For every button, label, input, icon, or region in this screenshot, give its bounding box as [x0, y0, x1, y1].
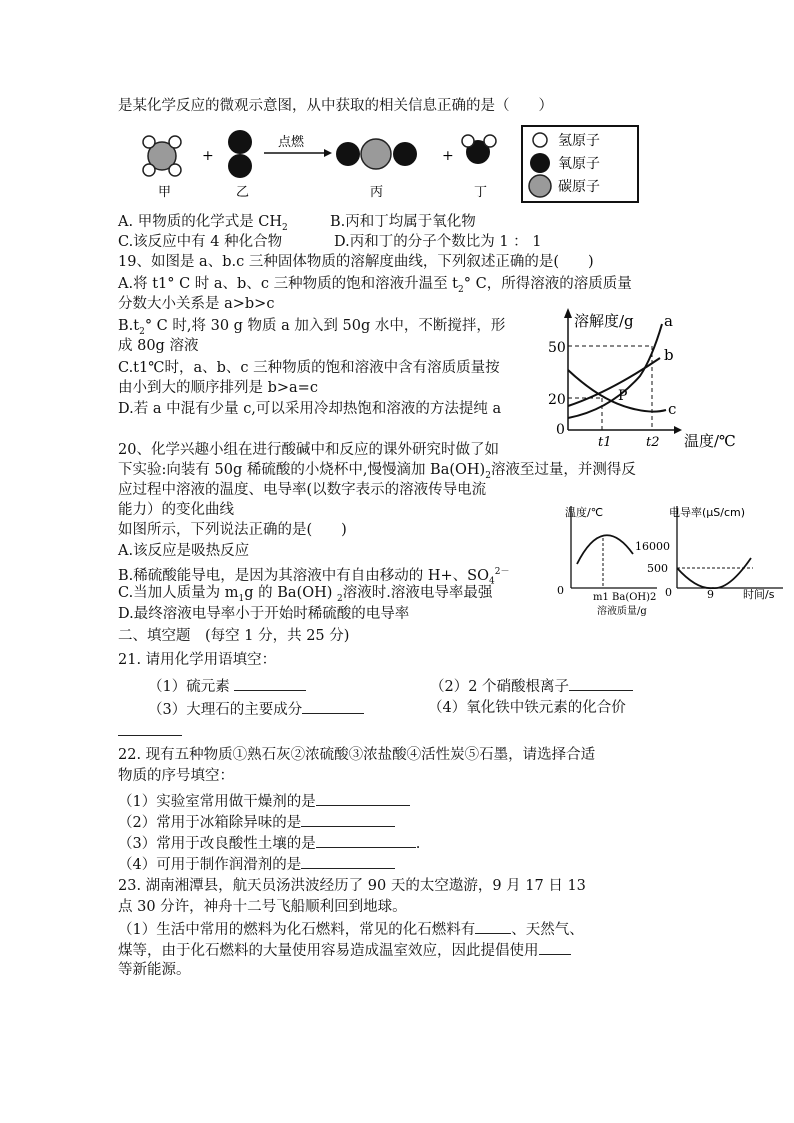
reaction-diagram [140, 124, 640, 212]
oxygen-atom-icon [530, 153, 550, 173]
oxygen-atom-icon [393, 142, 417, 166]
q18-option-a: A. 甲物质的化学式是 $CH_2$ [118, 214, 288, 233]
arrow-icon [324, 149, 332, 157]
hydrogen-atom-icon [169, 136, 181, 148]
q21-blank4[interactable] [118, 720, 182, 736]
q23-line4: 煤等，由于化石燃料的大量使用容易造成温室效应，因此提倡使用 [118, 939, 571, 961]
cond-y-tick-16000: 16000 [635, 540, 670, 553]
hydrogen-atom-icon [533, 133, 547, 147]
legend-carbon: 碳原子 [558, 179, 600, 195]
temp-curve [577, 535, 633, 564]
q20-option-b: B.稀硫酸能导电，是因为其溶液中有自由移动的 H+、$SO_4^{2-}$ [118, 567, 510, 587]
q22-part1: （1）实验室常用做干燥剂的是 [118, 790, 410, 812]
q20-line5: 如图所示，下列说法正确的是( ) [118, 522, 347, 538]
section-2-heading: 二、填空题 (每空 1 分，共 25 分) [118, 628, 350, 644]
oxygen-atom-icon [228, 154, 252, 178]
label-yi: 乙 [236, 185, 250, 200]
q19-option-b-line2: 成 80g 溶液 [118, 338, 199, 354]
y-axis-label: 溶解度/g [574, 312, 634, 330]
q21-stem: 21. 请用化学用语填空： [118, 652, 277, 668]
plus-sign: + [202, 148, 214, 164]
x-tick-t1: t1 [598, 435, 612, 450]
q22-part3: （3）常用于改良酸性土壤的是 . [118, 832, 420, 854]
hydrogen-atom-icon [169, 164, 181, 176]
cond-x-tick: 9 [707, 588, 714, 600]
q18-option-d: D.丙和丁的分子个数比为 1 ： 1 [334, 234, 542, 250]
q18-option-b: B.丙和丁均属于氧化物 [330, 214, 476, 230]
label-bing: 丙 [370, 185, 384, 200]
point-p-label: P [618, 388, 628, 404]
q21-blank3[interactable] [302, 698, 364, 714]
x-axis-label: 温度/℃ [684, 432, 736, 450]
q19-option-c-line1: C.t1℃时，a、b、c 三种物质的饱和溶液中含有溶质质量按 [118, 360, 500, 376]
q22-blank4[interactable] [301, 853, 395, 869]
cond-y-tick-500: 500 [647, 562, 668, 575]
q22-blank3[interactable] [316, 832, 416, 848]
q22-blank2[interactable] [301, 811, 395, 827]
q18-option-c: C.该反应中有 4 种化合物 [118, 234, 283, 250]
q21-part3: （3）大理石的主要成分 [148, 698, 364, 720]
temp-y-label: 温度/℃ [565, 506, 604, 519]
y-tick-20: 20 [548, 392, 566, 408]
hydrogen-atom-icon [484, 135, 496, 147]
q21-blank1[interactable] [234, 675, 306, 691]
q19-option-a-line1: A.将 t1° C 时 a、b、c 三种物质的饱和溶液升温至 $t_2^\circ$ C，所得溶液的溶质质量 [118, 276, 632, 295]
curve-a [568, 324, 662, 418]
q21-part4: （4）氧化铁中铁元素的化合价 [428, 700, 626, 716]
temp-origin: 0 [557, 584, 564, 597]
legend-oxygen: 氧原子 [558, 156, 600, 172]
label-ding: 丁 [474, 185, 488, 200]
cond-y-label: 电导率(μS/cm) [669, 506, 746, 519]
q23-line1: 23. 湖南湘潭县，航天员汤洪波经历了 90 天的太空遨游，9 月 17 日 13 [118, 878, 586, 894]
plus-sign-2: + [442, 148, 454, 164]
oxygen-atom-icon [228, 130, 252, 154]
conductivity-chart [633, 500, 793, 600]
carbon-atom-icon [361, 139, 391, 169]
carbon-atom-icon [529, 175, 551, 197]
q23-line5: 等新能源。 [118, 962, 191, 978]
q23-blank2[interactable] [539, 939, 571, 955]
q22-line1: 22. 现有五种物质①熟石灰②浓硫酸③浓盐酸④活性炭⑤石墨，请选择合适 [118, 747, 596, 763]
q23-line2: 点 30 分许，神舟十二号飞船顺利回到地球。 [118, 899, 407, 915]
origin-label: 0 [556, 422, 565, 438]
y-tick-50: 50 [548, 340, 566, 356]
label-jia: 甲 [158, 185, 172, 200]
q21-part4-answer [118, 720, 182, 742]
q19-option-b-line1: $B.t_2^\circ$ C 时,将 30 g 物质 a 加入到 50g 水中，不断搅拌，形 [118, 318, 506, 337]
q21-part1: （1）硫元素 [148, 675, 306, 697]
q23-blank1[interactable] [475, 918, 511, 934]
temp-x-label: 溶液质量/g [597, 606, 647, 617]
q20-line2: 下实验:向装有 50g 稀硫酸的小烧杯中,慢慢滴加 $Ba(OH)_2$溶液至过量，并测得反 [118, 462, 636, 481]
q22-part4: （4）可用于制作润滑剂的是 [118, 853, 395, 875]
q22-line2: 物质的序号填空： [118, 768, 234, 784]
hydrogen-atom-icon [462, 135, 474, 147]
cond-x-label: 时间/s [743, 588, 775, 600]
q20-option-c: C.当加人质量为 $m_1g$ 的 Ba(OH) $_2$溶液时.溶液电导率最强 [118, 585, 493, 604]
q19-option-a-line2: 分数大小关系是 a>b>c [118, 296, 275, 312]
curve-c [568, 370, 666, 412]
q22-blank1[interactable] [316, 790, 410, 806]
q20-line4: 能力）的变化曲线 [118, 502, 234, 518]
x-tick-t2: t2 [646, 435, 660, 450]
q21-blank2[interactable] [569, 675, 633, 691]
q19-stem: 19、如图是 a、b.c 三种固体物质的溶解度曲线，下列叙述正确的是( ) [118, 254, 594, 270]
q21-part2: （2）2 个硝酸根离子 [430, 675, 633, 697]
cond-curve [677, 558, 751, 588]
temp-x-tick: m1 Ba(OH)2 [593, 592, 657, 603]
q20-option-d: D.最终溶液电导率小于开始时稀硫酸的电导率 [118, 606, 410, 622]
q20-line1: 20、化学兴趣小组在进行酸碱中和反应的课外研究时做了如 [118, 442, 499, 458]
q20-line3: 应过程中溶液的温度、电导率(以数字表示的溶液传导电流 [118, 482, 487, 498]
cond-origin: 0 [665, 586, 672, 599]
q22-part2: （2）常用于冰箱除异味的是 [118, 811, 395, 833]
q20-option-a: A.该反应是吸热反应 [118, 543, 250, 559]
hydrogen-atom-icon [143, 136, 155, 148]
hydrogen-atom-icon [143, 164, 155, 176]
q19-option-d: D.若 a 中混有少量 c,可以采用冷却热饱和溶液的方法提纯 a [118, 401, 502, 417]
solubility-chart [540, 306, 780, 452]
reaction-condition: 点燃 [278, 135, 305, 150]
q19-option-c-line2: 由小到大的顺序排列是 b>a=c [118, 380, 318, 396]
curve-label-a: a [664, 312, 673, 330]
legend-hydrogen: 氢原子 [558, 133, 600, 149]
oxygen-atom-icon [336, 142, 360, 166]
curve-label-b: b [664, 346, 674, 364]
q23-line3: （1）生活中常用的燃料为化石燃料，常见的化石燃料有 、天然气、 [118, 918, 584, 940]
curve-label-c: c [668, 400, 677, 418]
q18-stem: 是某化学反应的微观示意图，从中获取的相关信息正确的是（ ） [118, 98, 553, 114]
